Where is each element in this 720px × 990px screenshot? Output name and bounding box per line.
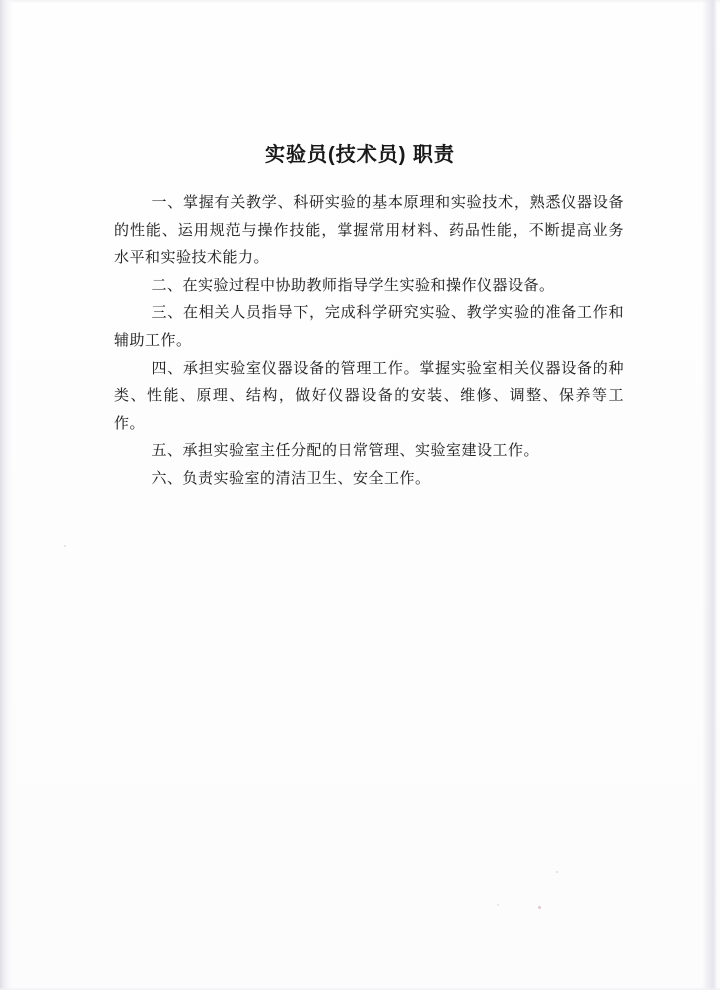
duty-paragraph-5: 五、承担实验室主任分配的日常管理、实验室建设工作。 [151,443,540,460]
duty-paragraph-1: 一、掌握有关教学、科研实验的基本原理和实验技术，熟悉仪器设备的性能、运用规范与操作技能，掌握常用材料、药品性能，不断提高业务水平和实验技术能力。 [114,195,624,267]
scan-speckle [497,904,499,906]
duty-paragraph-4: 四、承担实验室仪器设备的管理工作。掌握实验室相关仪器设备的种类、性能、原理、结构，做好仪器设备的安装、维修、调整、保养等工作。 [114,360,624,432]
scan-speckle [556,871,558,873]
scan-speckle [538,906,541,909]
scan-speckle [64,545,66,547]
duty-paragraph-2: 二、在实验过程中协助教师指导学生实验和操作仪器设备。 [151,277,555,294]
document-title: 实验员(技术员) 职责 [265,144,455,166]
duty-paragraph-6: 六、负责实验室的清洁卫生、安全工作。 [151,470,431,487]
duty-paragraph-3: 三、在相关人员指导下，完成科学研究实验、教学实验的准备工作和辅助工作。 [114,305,624,349]
scan-edge-top [0,0,720,3]
document-body [114,190,624,494]
